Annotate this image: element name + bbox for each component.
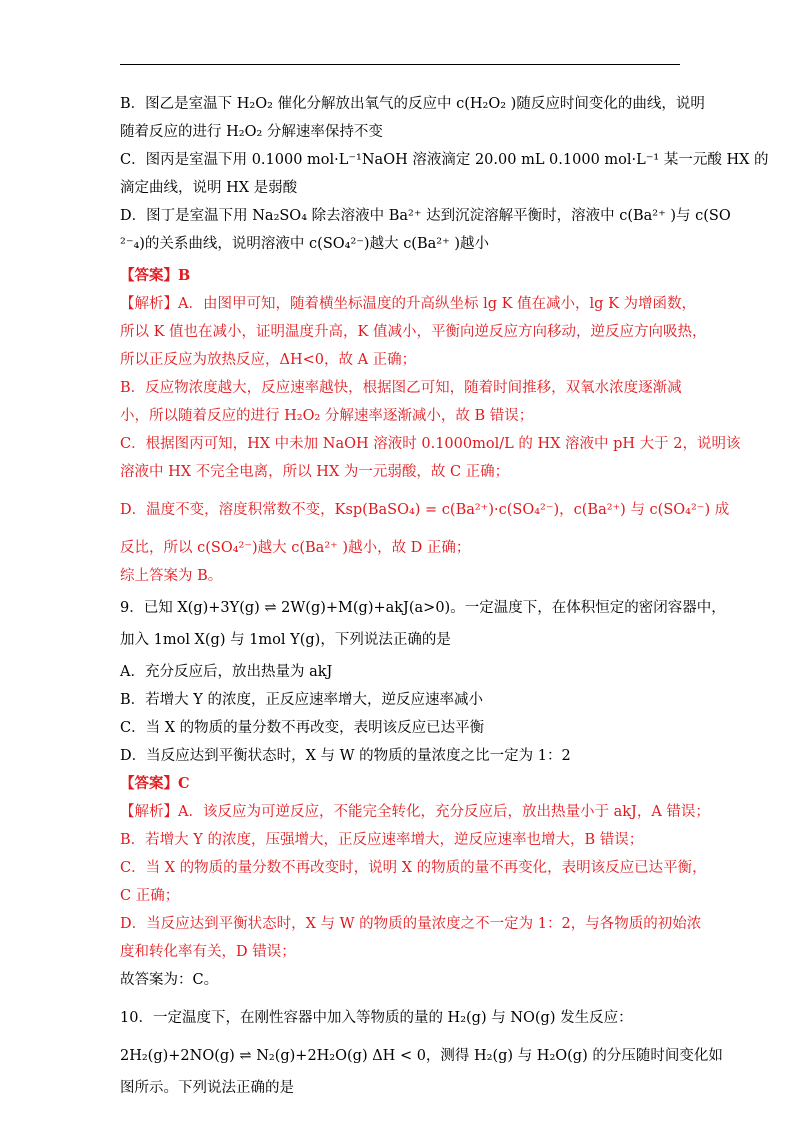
q10-stem-line3: 图所示。下列说法正确的是 [120,1080,294,1096]
q8-analysis-line: 综上答案为 B。 [120,568,223,584]
q8-analysis-line: 反比，所以 c(SO₄²⁻)越大 c(Ba²⁺ )越小，故 D 正确； [120,540,471,556]
q9-analysis-line: 度和转化率有关，D 错误； [120,944,296,960]
q9-analysis-line: D．当反应达到平衡状态时，X 与 W 的物质的量浓度之不一定为 1：2，与各物质的初始浓 [120,916,702,932]
q8-analysis-line: 小，所以随着反应的进行 H₂O₂ 分解速率逐渐减小，故 B 错误； [120,408,534,424]
q9-option-b: B．若增大 Y 的浓度，正反应速率增大，逆反应速率减小 [120,692,483,708]
q8-option-b-line1: B．图乙是室温下 H₂O₂ 催化分解放出氧气的反应中 c(H₂O₂ )随反应时间变化的曲线，说明 [120,96,705,112]
q9-analysis-line: C．当 X 的物质的量分数不再改变时，说明 X 的物质的量不再变化，表明该反应已达平衡， [120,860,707,876]
q8-option-c-line2: 滴定曲线，说明 HX 是弱酸 [120,180,298,196]
q9-analysis-line: B．若增大 Y 的浓度，压强增大，正反应速率增大，逆反应速率也增大，B 错误； [120,832,644,848]
q9-stem-line2: 加入 1mol X(g) 与 1mol Y(g)，下列说法正确的是 [120,632,451,648]
q9-analysis-line: 【解析】A．该反应为可逆反应，不能完全转化，充分反应后，放出热量小于 akJ，A 错误； [120,804,710,820]
q10-stem-line1: 10．一定温度下，在刚性容器中加入等物质的量的 H₂(g) 与 NO(g) 发生反应： [120,1010,633,1026]
q8-analysis-line: 【解析】A．由图甲可知，随着横坐标温度的升高纵坐标 lg K 值在减小，lg K 为增函数， [120,296,697,312]
q9-conclusion: 故答案为：C。 [120,972,219,988]
q8-option-c-line1: C．图丙是室温下用 0.1000 mol·L⁻¹NaOH 溶液滴定 20.00 mL 0.1000 mol·L⁻¹ 某一元酸 HX 的 [120,152,769,168]
header-rule [120,64,680,65]
q8-answer: 【答案】B [120,267,191,284]
q9-option-c: C．当 X 的物质的量分数不再改变，表明该反应已达平衡 [120,720,485,736]
q8-analysis-line: 所以正反应为放热反应，ΔH<0，故 A 正确； [120,352,417,368]
q8-option-d-line1: D．图丁是室温下用 Na₂SO₄ 除去溶液中 Ba²⁺ 达到沉淀溶解平衡时，溶液中 c(Ba²⁺ )与 c(SO [120,208,731,224]
q8-analysis-line: C．根据图丙可知，HX 中未加 NaOH 溶液时 0.1000mol/L 的 HX 溶液中 pH 大于 2，说明该 [120,436,741,452]
q8-analysis-line: 溶液中 HX 不完全电离，所以 HX 为一元弱酸，故 C 正确； [120,464,510,480]
q9-option-a: A．充分反应后，放出热量为 akJ [120,664,333,680]
q8-analysis-line: D．温度不变，溶度积常数不变，Ksp(BaSO₄) = c(Ba²⁺)·c(SO₄²⁻)，c(Ba²⁺) 与 c(SO₄²⁻) 成 [120,502,730,518]
q10-stem-line2: 2H₂(g)+2NO(g) ⇌ N₂(g)+2H₂O(g) ΔH < 0，测得 H₂(g) 与 H₂O(g) 的分压随时间变化如 [120,1048,723,1064]
q8-option-d-line2: ²⁻₄)的关系曲线，说明溶液中 c(SO₄²⁻)越大 c(Ba²⁺ )越小 [120,236,489,252]
q9-answer: 【答案】C [120,775,190,792]
q9-stem-line1: 9．已知 X(g)+3Y(g) ⇌ 2W(g)+M(g)+akJ(a>0)。一定温度下，在体积恒定的密闭容器中， [120,600,726,616]
q9-analysis-line: C 正确； [120,888,180,904]
q9-option-d: D．当反应达到平衡状态时，X 与 W 的物质的量浓度之比一定为 1：2 [120,748,571,764]
q8-analysis-line: B．反应物浓度越大，反应速率越快，根据图乙可知，随着时间推移，双氧水浓度逐渐减 [120,380,682,396]
q8-analysis-line: 所以 K 值也在减小，证明温度升高，K 值减小，平衡向逆反应方向移动，逆反应方向吸热， [120,324,707,340]
page-content [120,92,769,1100]
q8-option-b-line2: 随着反应的进行 H₂O₂ 分解速率保持不变 [120,124,383,140]
